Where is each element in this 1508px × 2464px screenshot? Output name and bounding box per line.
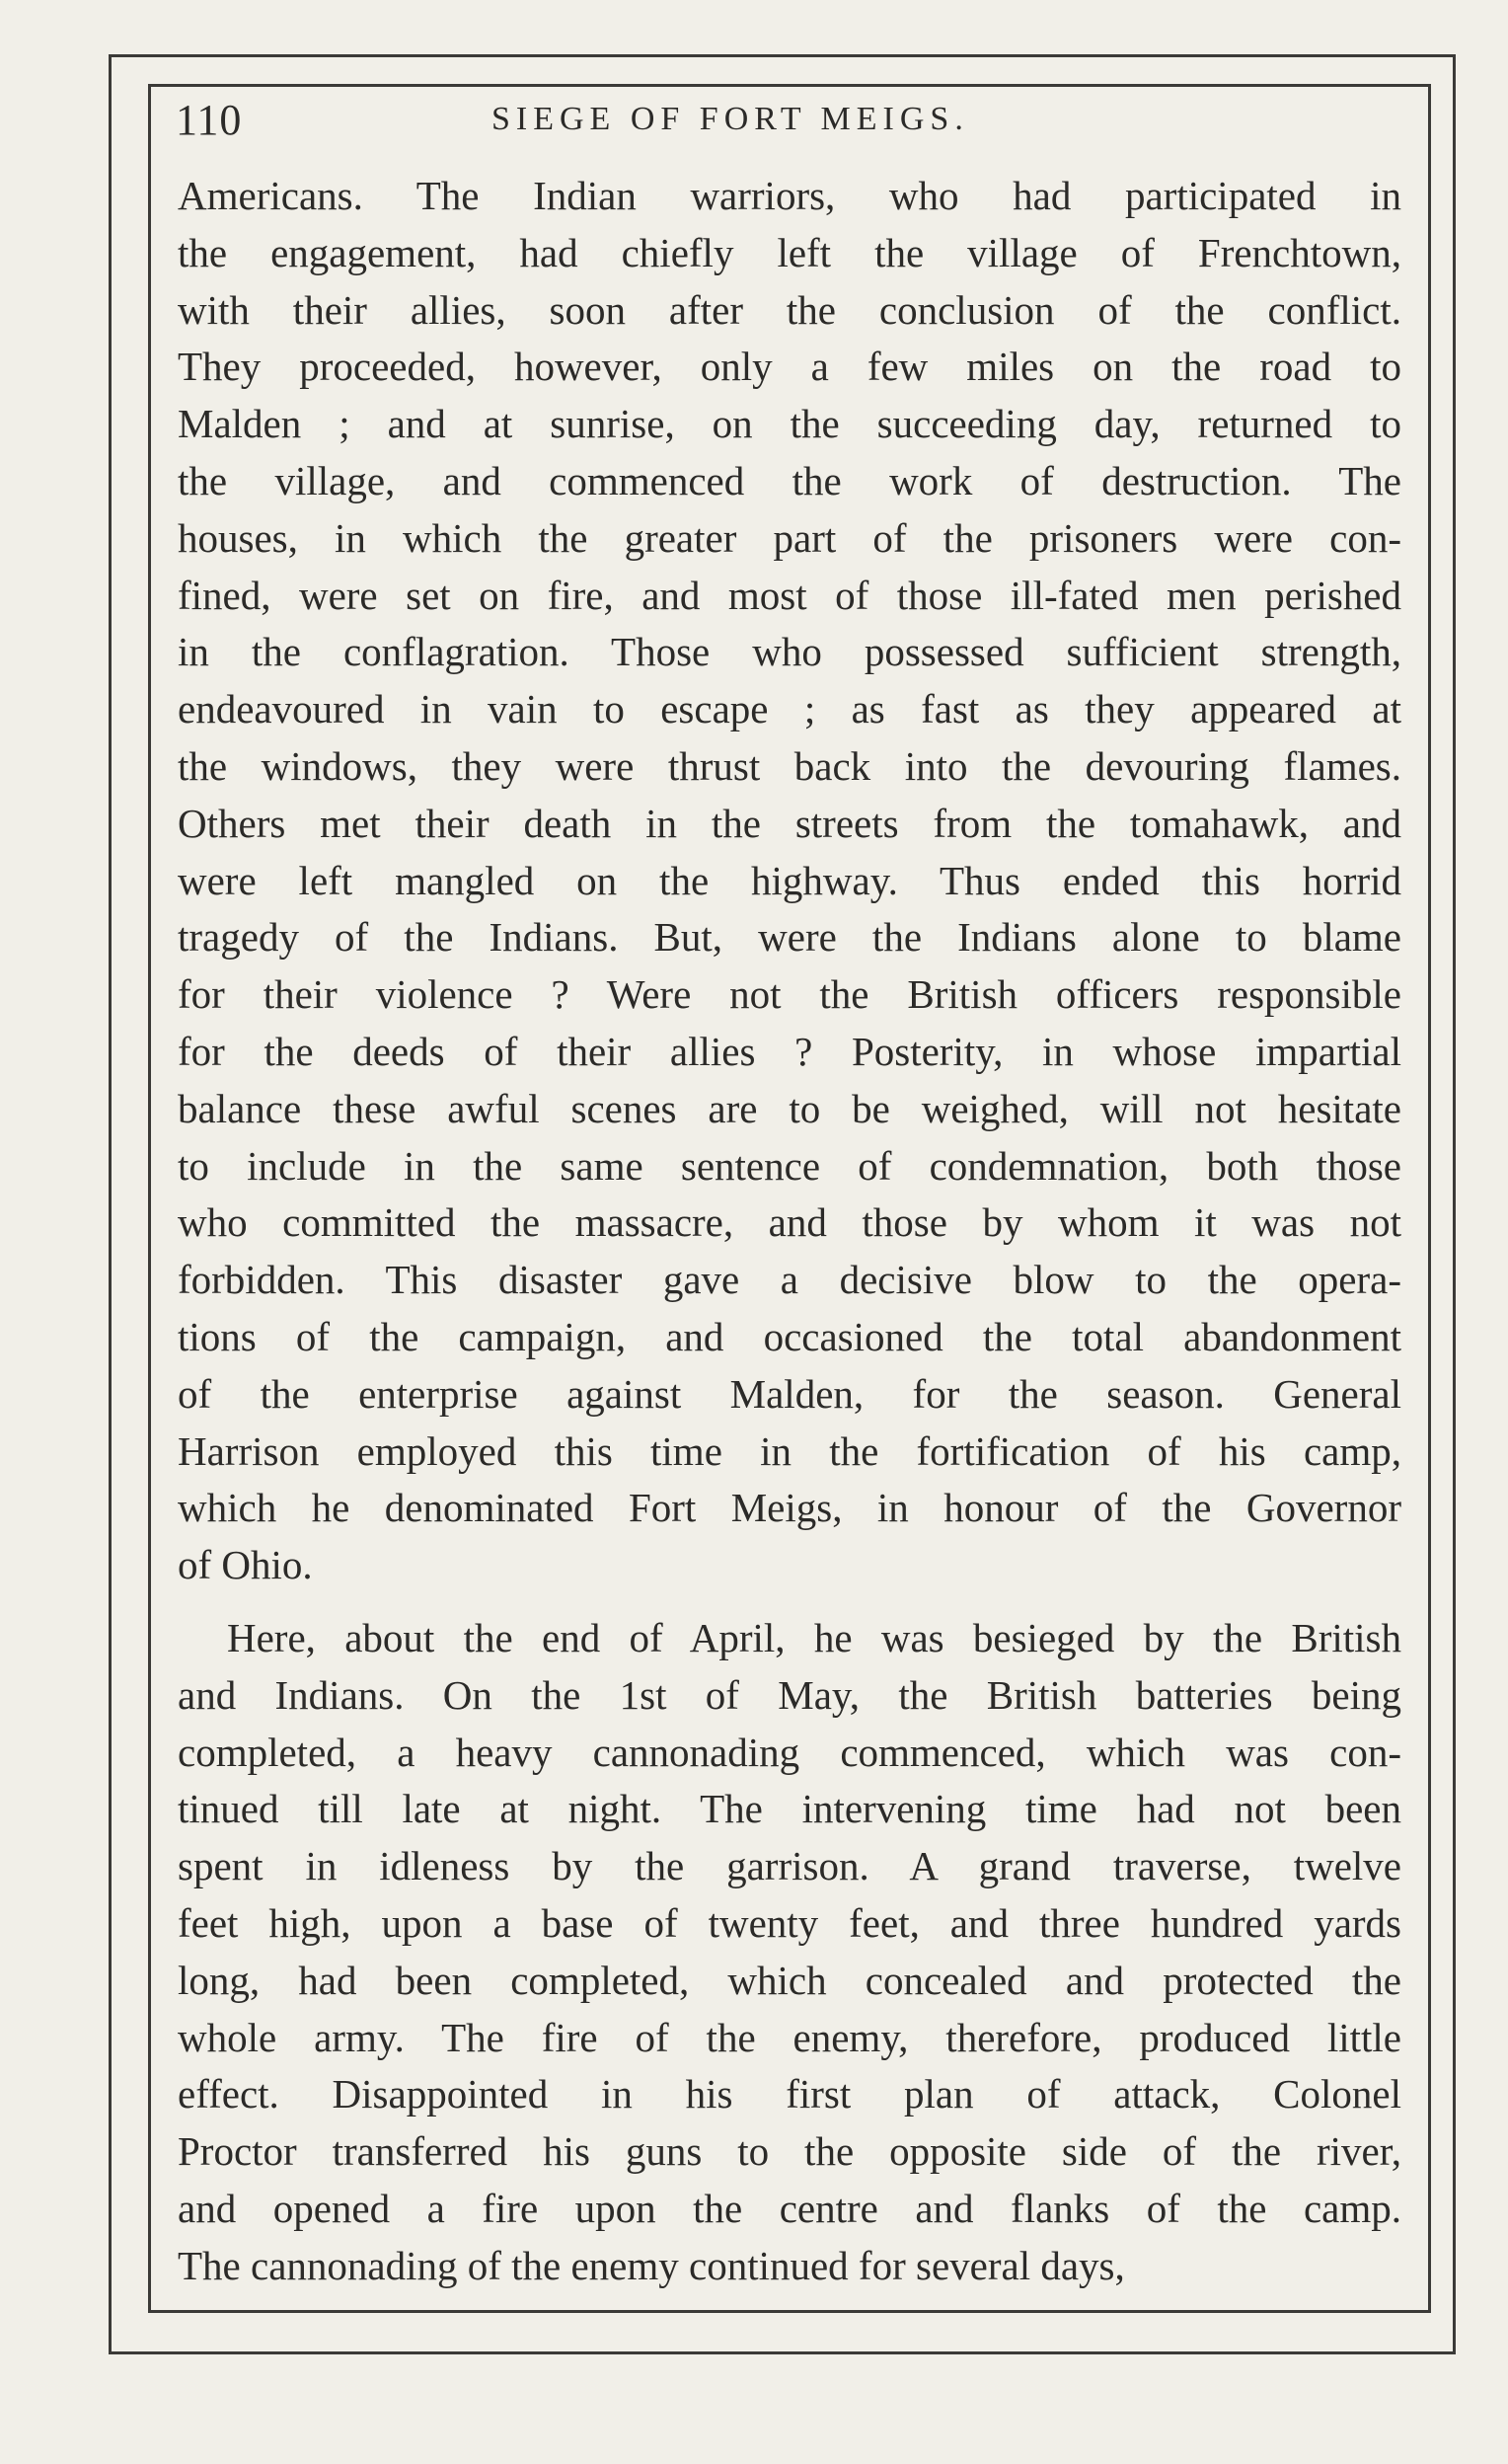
text-line: and Indians. On the 1st of May, the British batteries being <box>178 1671 1401 1718</box>
text-line: Here, about the end of April, he was besieged by the British <box>227 1614 1401 1660</box>
text-line: long, had been completed, which concealed and protected the <box>178 1957 1401 2003</box>
text-line: with their allies, soon after the conclusion of the conflict. <box>178 286 1401 333</box>
text-line: completed, a heavy cannonading commenced, which was con- <box>178 1729 1401 1775</box>
running-title: SIEGE OF FORT MEIGS. <box>491 101 969 137</box>
text-line: Malden ; and at sunrise, on the succeeding day, returned to <box>178 401 1401 447</box>
text-line: Others met their death in the streets from the tomahawk, and <box>178 800 1401 846</box>
paragraph-2 <box>178 1610 1401 2295</box>
text-line: The cannonading of the enemy continued for several days, <box>178 2242 1125 2288</box>
text-line: tions of the campaign, and occasioned the total abandonment <box>178 1313 1401 1359</box>
text-line: of Ohio. <box>178 1542 313 1588</box>
text-line: the engagement, had chiefly left the village of Frenchtown, <box>178 229 1401 275</box>
text-line: endeavoured in vain to escape ; as fast as they appeared at <box>178 686 1401 732</box>
text-line: forbidden. This disaster gave a decisive blow to the opera- <box>178 1257 1401 1303</box>
text-line: to include in the same sentence of condemnation, both those <box>178 1142 1401 1189</box>
text-line: Harrison employed this time in the fortification of his camp, <box>178 1427 1401 1474</box>
text-line: for their violence ? Were not the British officers responsible <box>178 971 1401 1018</box>
text-line: the village, and commenced the work of destruction. The <box>178 457 1401 503</box>
text-line: of the enterprise against Malden, for the season. General <box>178 1370 1401 1417</box>
text-line: houses, in which the greater part of the prisoners were con- <box>178 514 1401 561</box>
text-line: balance these awful scenes are to be weighed, will not hesitate <box>178 1085 1401 1131</box>
text-line: effect. Disappointed in his first plan of attack, Colonel <box>178 2071 1401 2118</box>
text-line: in the conflagration. Those who possessed sufficient strength, <box>178 629 1401 675</box>
text-line: and opened a fire upon the centre and flanks of the camp. <box>178 2185 1401 2231</box>
text-line: whole army. The fire of the enemy, therefore, produced little <box>178 2014 1401 2060</box>
text-line: feet high, upon a base of twenty feet, and three hundred yards <box>178 1899 1401 1946</box>
text-line: tragedy of the Indians. But, were the Indians alone to blame <box>178 914 1401 961</box>
text-line: Proctor transferred his guns to the opposite side of the river, <box>178 2128 1401 2175</box>
text-line: spent in idleness by the garrison. A grand traverse, twelve <box>178 1843 1401 1889</box>
text-line: They proceeded, however, only a few miles on the road to <box>178 344 1401 390</box>
text-line: Americans. The Indian warriors, who had participated in <box>178 173 1401 218</box>
text-line: which he denominated Fort Meigs, in honour of the Governor <box>178 1485 1401 1531</box>
text-line: the windows, they were thrust back into the devouring flames. <box>178 742 1401 789</box>
text-line: were left mangled on the highway. Thus ended this horrid <box>178 857 1401 903</box>
running-head <box>176 95 1401 154</box>
page-number: 110 <box>176 96 243 144</box>
paragraph-1 <box>178 168 1401 1594</box>
text-line: tinued till late at night. The intervening time had not been <box>178 1786 1401 1832</box>
body-text <box>178 168 1401 2300</box>
text-line: who committed the massacre, and those by whom it was not <box>178 1199 1401 1246</box>
text-line: for the deeds of their allies ? Posterity, in whose impartial <box>178 1028 1401 1074</box>
text-line: fined, were set on fire, and most of those ill-fated men perished <box>178 572 1401 618</box>
